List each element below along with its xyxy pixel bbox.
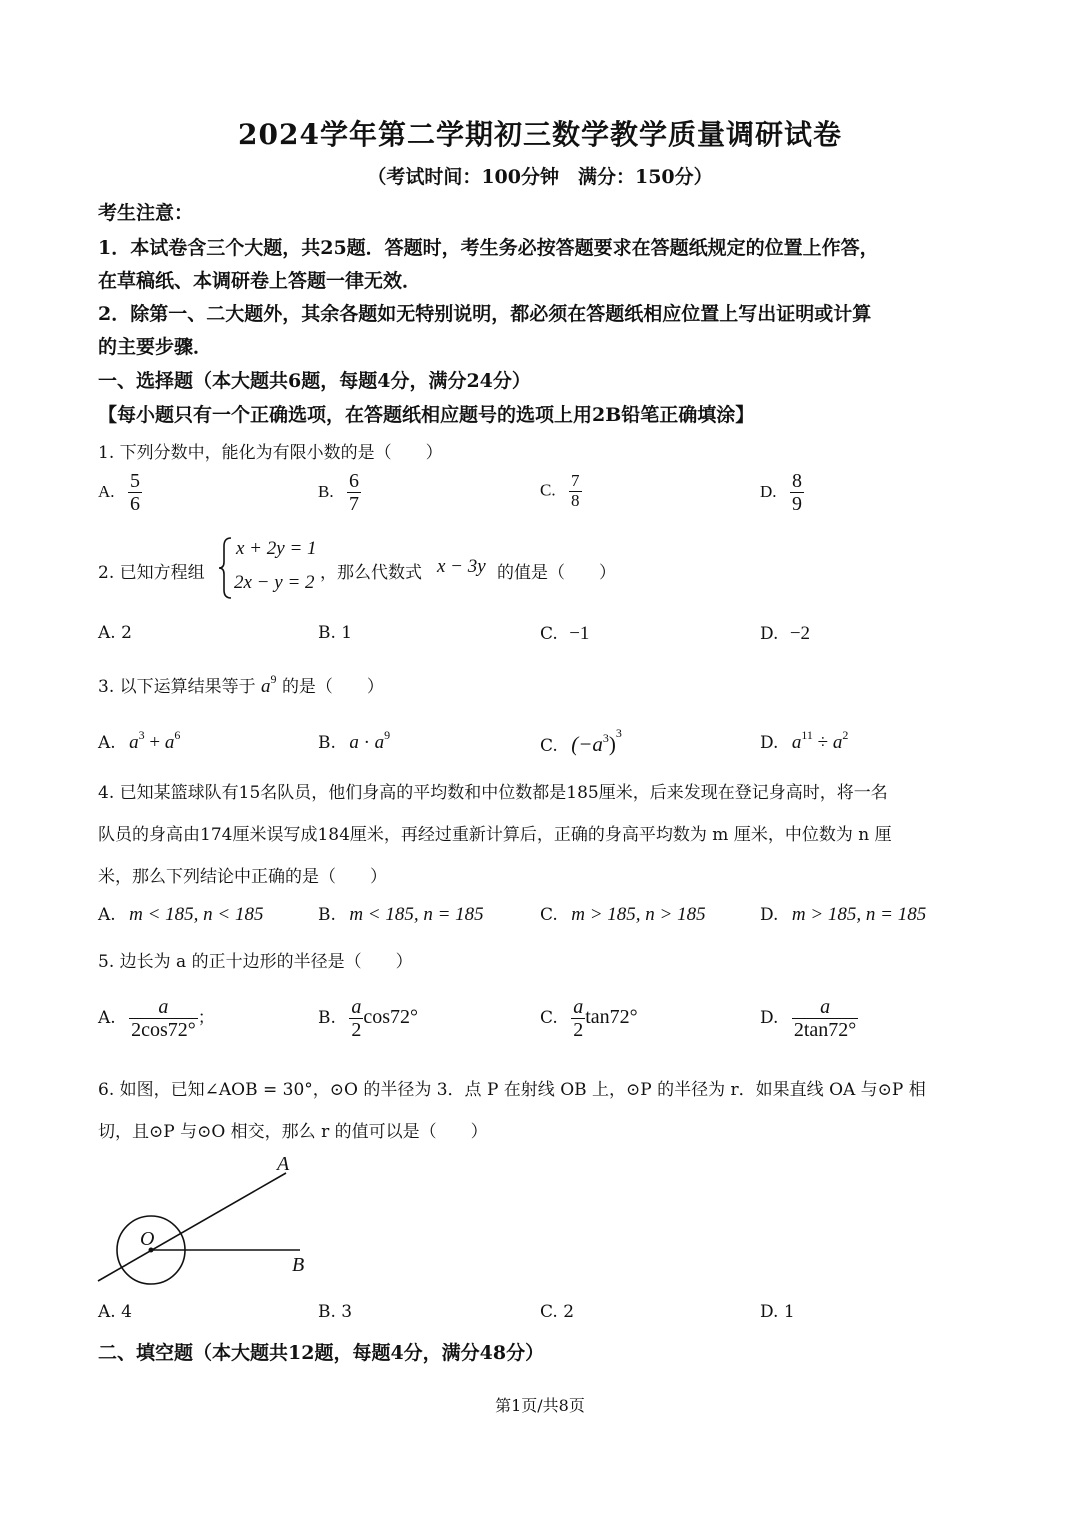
exponent: 2: [842, 728, 849, 742]
option-value: m > 185, n > 185: [571, 904, 706, 925]
option-label: D.: [760, 905, 779, 925]
question-6-line-2: 切，且⊙P 与⊙O 相交，那么 r 的值可以是（ ）: [98, 1122, 488, 1142]
term: a: [349, 732, 359, 753]
denominator: 8: [571, 490, 580, 510]
question-1-stem: 1. 下列分数中，能化为有限小数的是（ ）: [98, 443, 443, 463]
question-2-prefix: 2. 已知方程组: [98, 563, 205, 583]
question-5-option-c: [540, 996, 638, 1041]
exponent: 9: [384, 728, 391, 742]
question-2-option-b: B. 1: [318, 623, 353, 643]
question-5-stem: 5. 边长为 a 的正十边形的半径是（ ）: [98, 952, 413, 972]
question-4-option-b: [318, 904, 484, 926]
operator: +: [144, 732, 165, 753]
term: a: [832, 732, 843, 753]
fraction: [128, 470, 142, 515]
question-3-option-c: [540, 726, 622, 757]
question-5-option-d: [760, 996, 858, 1041]
section-2-heading: 二、填空题（本大题共12题，每题4分，满分48分）: [98, 1342, 545, 1364]
option-tail: cos72°: [363, 1006, 418, 1028]
numerator: a: [820, 996, 831, 1018]
question-5-option-a: [98, 996, 215, 1041]
question-2-middle: ，那么代数式: [320, 563, 422, 583]
geometry-figure: [90, 1150, 330, 1290]
system-brace: [218, 536, 234, 600]
fraction: [571, 996, 585, 1041]
exponent: 11: [801, 728, 813, 742]
power-exponent: 9: [270, 672, 277, 686]
option-label: B.: [318, 482, 334, 501]
option-label: C.: [540, 480, 556, 500]
label-b: B: [292, 1254, 305, 1276]
question-4-line-3: 米，那么下列结论中正确的是（ ）: [98, 867, 387, 887]
equation-2: 2x − y = 2: [234, 572, 315, 593]
exponent: 3: [138, 728, 145, 742]
question-6-option-a: A. 4: [98, 1302, 132, 1322]
option-label: D.: [760, 624, 779, 644]
exponent: 3: [602, 731, 609, 745]
option-tail: tan72°: [585, 1006, 638, 1028]
fraction: [129, 996, 198, 1041]
question-4-option-a: [98, 904, 263, 926]
question-4-line-1: 4. 已知某篮球队有15名队员，他们身高的平均数和中位数都是185厘米，后来发现在登记身高时，将一名: [98, 783, 888, 803]
question-3-option-b: [318, 728, 390, 754]
notice-item-2-line-2: 的主要步骤．: [98, 336, 213, 358]
numerator: 6: [349, 470, 359, 492]
paren: ): [608, 732, 616, 756]
option-label: D.: [760, 733, 779, 753]
notice-heading: 考生注意：: [98, 202, 194, 224]
term: a: [374, 732, 385, 753]
question-2-option-c: [540, 623, 589, 645]
operator: ·: [358, 732, 375, 753]
question-3-option-a: [98, 728, 180, 754]
question-3-stem: [98, 672, 384, 698]
question-2-expression: x − 3y: [437, 556, 486, 577]
term: a: [164, 732, 175, 753]
numerator: 8: [791, 470, 802, 492]
term: a: [129, 732, 139, 753]
option-label: C.: [540, 905, 558, 925]
exponent: 6: [174, 728, 181, 742]
denominator: 6: [129, 493, 140, 515]
question-6-option-c: C. 2: [540, 1302, 575, 1322]
option-value: m > 185, n = 185: [791, 904, 927, 925]
question-1-option-c: [540, 472, 582, 510]
option-label: A.: [98, 905, 116, 925]
exam-info: （考试时间：100分钟 满分：150分）: [367, 166, 713, 188]
section-1-heading: 一、选择题（本大题共6题，每题4分，满分24分）: [98, 370, 531, 392]
option-value: m < 185, n = 185: [349, 904, 484, 925]
stem-suffix: 的是（ ）: [281, 677, 384, 697]
option-label: C.: [540, 1008, 558, 1028]
notice-item-1-line-2: 在草稿纸、本调研卷上答题一律无效．: [98, 270, 422, 292]
option-label: B.: [318, 1008, 336, 1028]
question-6-option-d: D. 1: [760, 1302, 795, 1322]
section-1-instruction: 【每小题只有一个正确选项，在答题纸相应题号的选项上用2B铅笔正确填涂】: [98, 404, 755, 426]
question-5-option-b: [318, 996, 418, 1041]
option-label: C.: [540, 736, 558, 756]
numerator: a: [158, 996, 169, 1018]
operator: ÷: [812, 732, 833, 753]
numerator: 5: [129, 470, 140, 492]
denominator: 7: [349, 493, 359, 515]
question-6-line-1: 6. 如图，已知∠AOB = 30°，⊙O 的半径为 3．点 P 在射线 OB 上，⊙P 的半径为 r．如果直线 OA 与⊙P 相: [98, 1080, 926, 1100]
option-label: D.: [760, 482, 777, 501]
fraction: [790, 470, 804, 515]
numerator: a: [573, 996, 584, 1018]
question-2-suffix: 的值是（ ）: [497, 563, 616, 583]
label-a: A: [277, 1153, 290, 1175]
option-label: A.: [98, 482, 115, 501]
term: (−a: [571, 732, 603, 756]
question-6-option-b: B. 3: [318, 1302, 353, 1322]
option-label: B.: [318, 905, 336, 925]
label-o: O: [140, 1228, 155, 1250]
fraction: [349, 996, 363, 1041]
question-2-option-d: [760, 623, 810, 645]
denominator: 9: [791, 493, 802, 515]
question-4-line-2: 队员的身高由174厘米误写成184厘米，再经过重新计算后，正确的身高平均数为 m 厘米，中位数为 n 厘: [98, 825, 892, 845]
notice-item-1-line-1: 1．本试卷含三个大题，共25题．答题时，考生务必按答题要求在答题纸规定的位置上作答，: [98, 237, 879, 259]
option-tail: ；: [197, 1008, 215, 1028]
option-value: m < 185, n < 185: [129, 904, 264, 925]
denominator: 2tan72°: [793, 1019, 857, 1041]
option-label: D.: [760, 1008, 779, 1028]
numerator: 7: [571, 471, 580, 490]
denominator: 2: [351, 1019, 362, 1041]
numerator: a: [351, 996, 362, 1018]
option-value: −2: [789, 623, 811, 644]
question-1-option-b: [318, 470, 361, 515]
denominator: 2: [573, 1019, 584, 1041]
option-label: C.: [540, 624, 558, 644]
exponent: 3: [615, 726, 622, 740]
denominator: 2cos72°: [131, 1019, 196, 1041]
question-1-option-a: [98, 470, 142, 515]
term: a: [791, 732, 802, 753]
question-1-option-d: [760, 470, 804, 515]
page-title: 2024学年第二学期初三数学教学质量调研试卷: [238, 118, 842, 151]
question-2-option-a: A. 2: [98, 623, 132, 643]
fraction: [792, 996, 858, 1041]
power-base: a: [261, 676, 271, 697]
option-label: B.: [318, 733, 336, 753]
question-4-option-c: [540, 904, 706, 926]
option-value: −1: [569, 623, 590, 644]
notice-item-2-line-1: 2．除第一、二大题外，其余各题如无特别说明，都必须在答题纸相应位置上写出证明或计算: [98, 303, 872, 325]
question-4-option-d: [760, 904, 926, 926]
stem-prefix: 3. 以下运算结果等于: [98, 677, 256, 697]
option-label: A.: [98, 733, 116, 753]
option-label: A.: [98, 1008, 116, 1028]
question-3-option-d: [760, 728, 848, 754]
page-number: 第1页/共8页: [495, 1396, 585, 1415]
fraction: [347, 470, 361, 515]
equation-1: x + 2y = 1: [236, 538, 317, 559]
fraction: [569, 472, 582, 510]
